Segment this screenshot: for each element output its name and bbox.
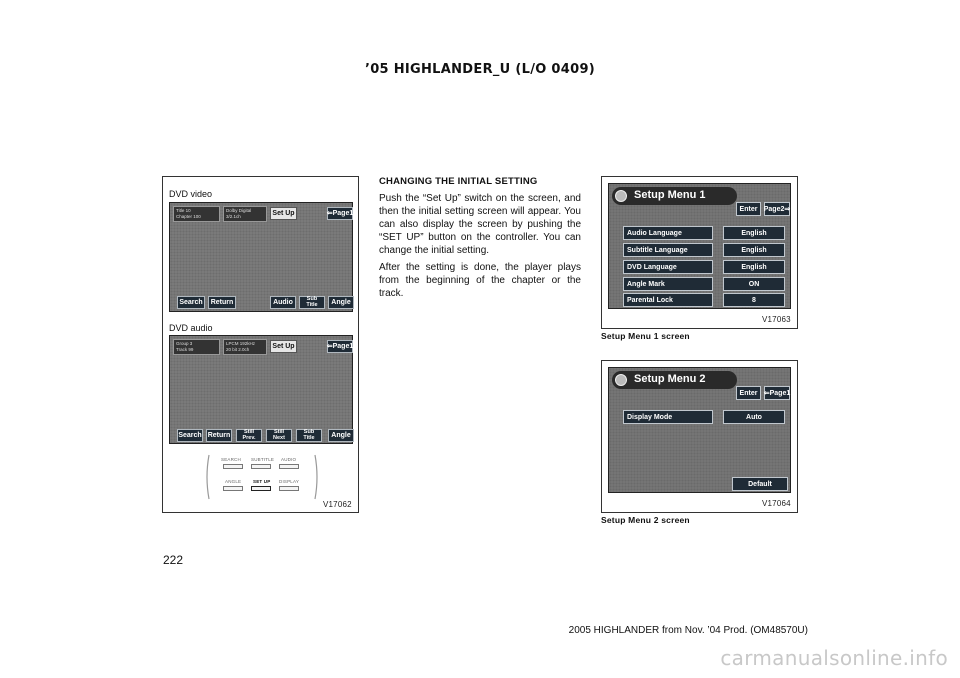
enter-button[interactable]: Enter: [736, 386, 761, 400]
figure-code: V17062: [323, 500, 352, 509]
figure-code: V17063: [762, 315, 791, 324]
section-heading: CHANGING THE INITIAL SETTING: [379, 176, 538, 187]
setup-label: SET UP: [253, 479, 271, 484]
remote-angle-button[interactable]: [223, 486, 243, 491]
setup-menu-2-caption: Setup Menu 2 screen: [601, 515, 690, 525]
still-prev-button[interactable]: Still Prev.: [236, 429, 262, 442]
default-button[interactable]: Default: [732, 477, 788, 491]
setup-menu-1-screen: [608, 183, 791, 309]
paragraph: After the setting is done, the player plays from the beginning of the chapter or the track.: [379, 262, 581, 299]
figure-setup-menu-1: [601, 176, 798, 329]
parental-lock-value[interactable]: 8: [723, 293, 785, 307]
subtitle-label: SUBTITLE: [251, 457, 275, 462]
audio-format-info: Dolby Digital 3/2.1ch: [223, 206, 267, 222]
search-button[interactable]: Search: [177, 296, 205, 309]
disc-icon: [615, 374, 627, 386]
figure-dvd-screens: [162, 176, 359, 513]
dvd-language-value[interactable]: English: [723, 260, 785, 274]
setup-menu-1-caption: Setup Menu 1 screen: [601, 331, 690, 341]
search-label: SEARCH: [221, 457, 241, 462]
page1-button[interactable]: ⇐Page1: [327, 340, 353, 353]
body-text: [379, 175, 581, 304]
remote-subtitle-button[interactable]: [251, 464, 271, 469]
dvd-audio-screen: [169, 335, 353, 444]
audio-language-value[interactable]: English: [723, 226, 785, 240]
audio-format-info: LPCM 192kHz 20 bit 2.0ch: [223, 339, 267, 355]
figure-setup-menu-2: [601, 360, 798, 513]
set-up-button[interactable]: Set Up: [270, 207, 297, 220]
remote-search-button[interactable]: [223, 464, 243, 469]
menu-title: Setup Menu 2: [634, 373, 706, 385]
angle-button[interactable]: Angle: [328, 296, 354, 309]
page2-button[interactable]: Page2⇒: [764, 202, 790, 216]
search-button[interactable]: Search: [177, 429, 203, 442]
display-label: DISPLAY: [279, 479, 300, 484]
display-mode-value[interactable]: Auto: [723, 410, 785, 424]
parental-lock-button[interactable]: Parental Lock: [623, 293, 713, 307]
set-up-button[interactable]: Set Up: [270, 340, 297, 353]
menu-title-bar: [612, 187, 737, 205]
menu-title-bar: [612, 371, 737, 389]
return-button[interactable]: Return: [206, 429, 232, 442]
subtitle-language-value[interactable]: English: [723, 243, 785, 257]
still-next-button[interactable]: Still Next: [266, 429, 292, 442]
audio-language-button[interactable]: Audio Language: [623, 226, 713, 240]
dvd-video-screen: [169, 202, 353, 312]
page1-button[interactable]: ⇐Page1: [764, 386, 790, 400]
title-chapter-info: Title 10 Chapter 100: [173, 206, 220, 222]
subtitle-button[interactable]: Sub Title: [299, 296, 325, 309]
remote-audio-button[interactable]: [279, 464, 299, 469]
dvd-language-button[interactable]: DVD Language: [623, 260, 713, 274]
controller-illustration: [203, 453, 321, 501]
setup-menu-2-screen: [608, 367, 791, 493]
watermark: carmanualsonline.info: [720, 646, 948, 670]
audio-button[interactable]: Audio: [270, 296, 296, 309]
disc-icon: [615, 190, 627, 202]
angle-mark-button[interactable]: Angle Mark: [623, 277, 713, 291]
menu-title: Setup Menu 1: [634, 189, 706, 201]
enter-button[interactable]: Enter: [736, 202, 761, 216]
angle-button[interactable]: Angle: [328, 429, 354, 442]
angle-mark-value[interactable]: ON: [723, 277, 785, 291]
dvd-video-caption: DVD video: [169, 189, 213, 199]
dvd-audio-caption: DVD audio: [169, 323, 213, 333]
page-footer: 2005 HIGHLANDER from Nov. ’04 Prod. (OM48570U): [568, 625, 808, 636]
display-mode-button[interactable]: Display Mode: [623, 410, 713, 424]
audio-label: AUDIO: [281, 457, 297, 462]
page-number: 222: [163, 553, 184, 567]
angle-label: ANGLE: [225, 479, 242, 484]
group-track-info: Group 3 Track 99: [173, 339, 220, 355]
page1-button[interactable]: ⇐Page1: [327, 207, 353, 220]
figure-code: V17064: [762, 499, 791, 508]
remote-setup-button[interactable]: [251, 486, 271, 491]
subtitle-language-button[interactable]: Subtitle Language: [623, 243, 713, 257]
remote-display-button[interactable]: [279, 486, 299, 491]
subtitle-button[interactable]: Sub Title: [296, 429, 322, 442]
page-header: ’05 HIGHLANDER_U (L/O 0409): [364, 62, 596, 77]
paragraph: Push the “Set Up” switch on the screen, and then the initial setting screen will appear. You can also display the screen by pushing the “SET UP” button on the controller. You can change the initial setting.: [379, 193, 581, 256]
return-button[interactable]: Return: [208, 296, 236, 309]
